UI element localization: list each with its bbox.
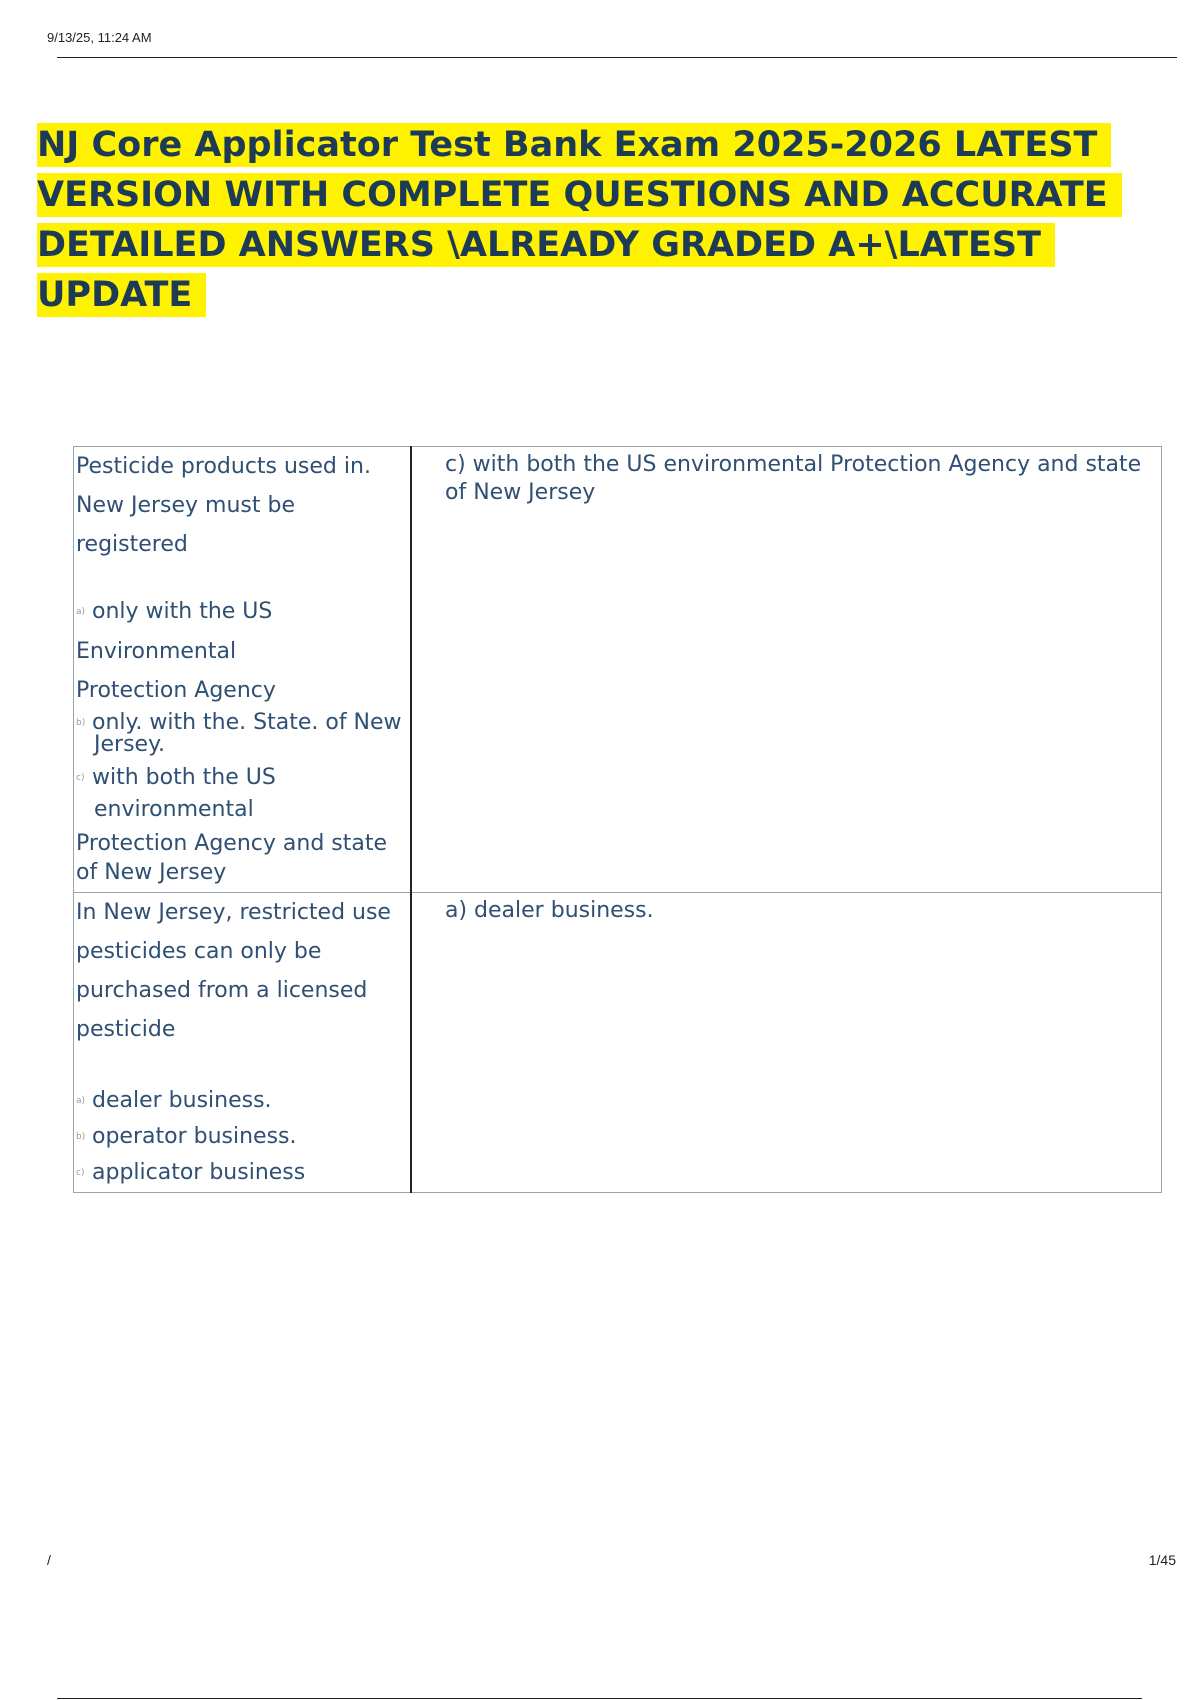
question-line: purchased from a licensed bbox=[76, 978, 368, 1003]
option-line: only with the US bbox=[92, 599, 273, 624]
answer-cell bbox=[411, 893, 1162, 1193]
page-number: 1/45 bbox=[1148, 1552, 1176, 1568]
question-line: New Jersey must be bbox=[76, 493, 296, 518]
option-line: only. with the. State. of New bbox=[92, 709, 402, 735]
option-marker: b) bbox=[76, 717, 86, 728]
option-marker: a) bbox=[76, 1096, 86, 1106]
option-line: dealer business. bbox=[92, 1088, 272, 1113]
qa-row bbox=[74, 893, 1162, 1193]
option-a bbox=[74, 1083, 410, 1119]
option-line: environmental bbox=[94, 796, 254, 822]
qa-row bbox=[74, 447, 1162, 893]
question-line: registered bbox=[76, 532, 188, 557]
option-line: Protection Agency and state bbox=[76, 830, 388, 856]
header-divider bbox=[57, 57, 1177, 58]
question-text bbox=[74, 893, 410, 1049]
question-cell bbox=[74, 447, 412, 893]
option-c bbox=[74, 762, 410, 886]
footer-divider bbox=[57, 1698, 1142, 1699]
title-line-2: VERSION WITH COMPLETE QUESTIONS AND ACCURATE bbox=[37, 173, 1122, 217]
option-line: Protection Agency bbox=[76, 677, 276, 703]
print-datetime: 9/13/25, 11:24 AM bbox=[47, 30, 152, 45]
document-title bbox=[37, 120, 1177, 320]
option-a bbox=[74, 592, 410, 710]
option-b bbox=[74, 1119, 410, 1155]
option-marker: b) bbox=[76, 1132, 86, 1142]
option-line: with both the US bbox=[92, 764, 276, 790]
question-line: pesticide bbox=[76, 1017, 176, 1042]
option-line: Environmental bbox=[76, 638, 237, 664]
option-line: Jersey. bbox=[94, 731, 165, 757]
title-line-1: NJ Core Applicator Test Bank Exam 2025-2026 LATEST bbox=[37, 123, 1111, 167]
question-text bbox=[74, 447, 410, 564]
option-line: applicator business bbox=[92, 1160, 306, 1185]
option-line: operator business. bbox=[92, 1124, 297, 1149]
qa-table bbox=[73, 446, 1162, 1193]
option-marker: c) bbox=[76, 1168, 85, 1178]
option-marker: c) bbox=[76, 772, 85, 783]
footer-path: / bbox=[47, 1552, 51, 1568]
question-line: pesticides can only be bbox=[76, 939, 322, 964]
title-line-3: DETAILED ANSWERS \ALREADY GRADED A+\LATEST bbox=[37, 223, 1055, 267]
answer-text: a) dealer business. bbox=[445, 898, 654, 923]
question-line: In New Jersey, restricted use bbox=[76, 900, 391, 925]
option-line: of New Jersey bbox=[76, 859, 227, 885]
answer-text: c) with both the US environmental Protection Agency and state of New Jersey bbox=[445, 452, 1142, 505]
answer-cell bbox=[411, 447, 1162, 893]
title-line-4: UPDATE bbox=[37, 273, 206, 317]
option-marker: a) bbox=[76, 606, 86, 617]
option-c bbox=[74, 1155, 410, 1191]
option-b bbox=[74, 709, 410, 757]
question-cell bbox=[74, 893, 412, 1193]
question-line: Pesticide products used in. bbox=[76, 454, 371, 479]
